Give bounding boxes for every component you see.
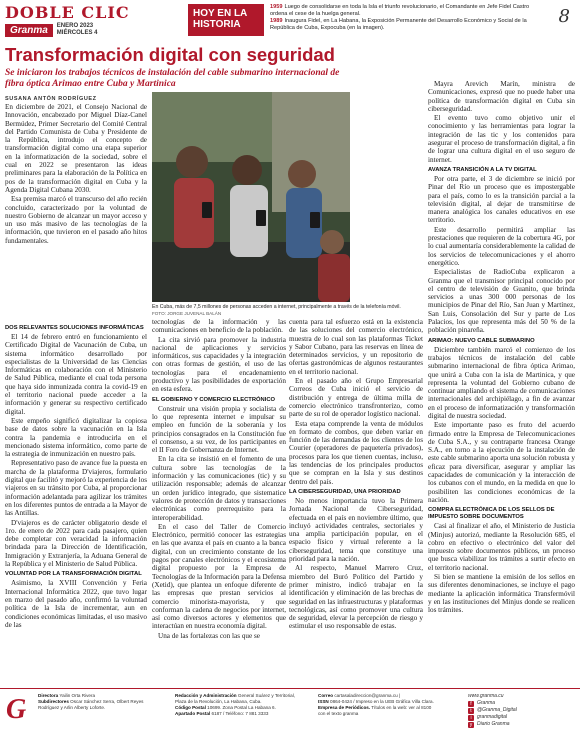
- paragraph: Si bien se mantiene la emisión de los sellos en sus diferentes denominaciones, se incluye el pago mediante la aplicación informática Transfermóvil y en las instituciones del Minjus donde se realicen los trámites.: [428, 573, 575, 615]
- paragraph: Asimismo, la XVIII Convención y Feria Internacional Informática 2022, que tuvo lugar en marzo del pasado año, confirmó la voluntad política de la Isla de incrementar, aun en condiciones económicas limitadas, el uso masivo de las: [5, 579, 147, 629]
- article-headline: Transformación digital con seguridad: [5, 44, 335, 65]
- instagram-icon: i: [468, 715, 474, 721]
- masthead: [0, 0, 580, 40]
- subsection-heading: VOLUNTAD POR LA TRANSFORMACIÓN DIGITAL: [5, 571, 142, 578]
- paragraph: En diciembre de 2021, el Consejo Nacional de Innovación, encabezado por Miguel Díaz-Canel Bermúdez, Primer Secretario del Comité Central del Partido Comunista de Cuba y Presidente de la República, introdujo el concepto de transformación digital como una etapa superior en la informatización de la sociedad, sobre el cual en 2022 se presentaron las ideas preliminares para la elaboración de la Política en pos de la transformación digital en Cuba y la Agenda Digital Cubana 2030.: [5, 103, 147, 194]
- column-1-bottom: [5, 322, 147, 684]
- paragraph: D'viajeros es de carácter obligatorio desde el 1ro. de enero de 2022 para cada pasajero, quien debe completar con veracidad la información brindada para la Dirección de Identificación, Inmigración y Extranjería, la Aduana General de la República y el Ministerio de Salud Pública.: [5, 518, 147, 569]
- address-info: Redacción y Administración General Suárez y Territorial, Plaza de la Revolución, La Habana, Cuba. Código Postal 10699. Zona Postal La Habana 6. Apartado Postal 6187 / Teléfono: 7 881 3333: [175, 693, 295, 716]
- section-header: [5, 4, 185, 37]
- subsection-heading: EL GOBIERNO Y COMERCIO ELECTRÓNICO: [152, 396, 276, 403]
- social-instagram[interactable]: i granmadigital: [468, 714, 578, 721]
- paragraph: La cita sirvió para promover la industria nacional de aplicaciones y servicios informáticos, sus capacidades y la integración con otras formas de gestión, el uso de las tecnologías para el encadenamiento productivo y las posibilidades de exportación en esta esfera.: [152, 335, 286, 394]
- paragraph: Esa premisa marcó el transcurso del año recién concluido, caracterizado por la voluntad de nuestro Gobierno de alcanzar un mayor acceso y un uso más masivo de las tecnologías de la información, que tuvieron en el pasado año hitos fundamentales.: [5, 195, 147, 245]
- website-link[interactable]: www.granma.cu: [468, 693, 504, 699]
- column-3: [289, 318, 423, 684]
- paragraph: tecnologías de la información y las comunicaciones en beneficio de la población.: [152, 318, 286, 335]
- granma-g-logo: G: [6, 694, 27, 725]
- issue-date: ENERO 2023 MIÉRCOLES 4: [56, 23, 98, 36]
- paragraph: No menos importancia tuvo la Primera Jornada Nacional de Ciberseguridad, efectuada en el país en noviembre último, que incluyó actividades centrales, sectoriales y una amplia participación popular, en el espacio físico y virtual referente a la ciberseguridad, tema que constituye una prioridad para la nación.: [289, 496, 423, 564]
- paragraph: Especialistas de RadioCuba explicaron a Granma que el transmisor principal conocido por el centro de televisión de Guanito, que brinda servicios a unas 300 000 personas de los municipios de Pinar del Río, San Juan y Martínez, San Luis, Consolación del Sur y parte de Los Palacios, los que representa más del 50 % de la población pinareña.: [428, 268, 575, 335]
- social-facebook[interactable]: f Granma: [468, 700, 578, 707]
- paragraph: El evento tuvo como objetivo unir el conocimiento y las herramientas para lograr la integración de las tic y los contenidos para asegurar el proceso de transformación digital, a fin de lograr una cultura digital en el uso seguro de internet.: [428, 114, 575, 164]
- paragraph: Representativo paso de avance fue la puesta en marcha de la plataforma D'viajeros, formulario digital que facilitó y mejoró la experiencia de los viajeros en su tránsito por Cuba, al proporcionar información adelantada para agilizar los trámites en los diferentes puntos de entrada a la Mayor de las Antillas.: [5, 459, 147, 518]
- article-byline: SUSANA ANTÓN RODRÍGUEZ: [5, 96, 97, 102]
- article-subhead: Se iniciaron los trabajos técnicos de instalación del cable submarino internacional de fibra óptica Arimao entre Cuba y Martinica: [5, 68, 340, 89]
- paragraph: En el pasado año el Grupo Empresarial Correos de Cuba inició el servicio de distribución y entrega de última milla de comercio electrónico transfronterizo, como parte de su rol de operador logístico nacional.: [289, 377, 423, 419]
- column-2: [152, 318, 286, 684]
- paragraph: Mayra Arevich Marín, ministra de Comunicaciones, expresó que no puede haber una política de transformación digital en Cuba sin ciberseguridad.: [428, 80, 575, 113]
- column-4: [428, 80, 575, 684]
- paragraph: Este desarrollo permitirá ampliar las prestaciones que requieren de la cobertura 4G, por lo cual aumentaría considerablemente la calidad de los servicios de telecomunicaciones y el ahorro energético.: [428, 225, 575, 267]
- footer: [0, 688, 580, 733]
- paragraph: Por otra parte, el 3 de diciembre se inició por Pinar del Río un proceso que es impostergable para el país, como lo es la transición parcial a la televisión digital, al dejar de transmitirse de manera analógica los canales educativos en ese territorio.: [428, 174, 575, 225]
- subsection-heading: DOS RELEVANTES SOLUCIONES INFORMÁTICAS: [5, 325, 144, 331]
- photo-credit: FOTO: JORGE JUVENAL BALÁN: [152, 310, 222, 316]
- paragraph: En el caso del Taller de Comercio Electrónico, permitió conocer las estrategias en las que avanza el país en cuanto a la banca digital, con un crecimiento constante de los pagos por canales electrónicos y el ecosistema digital propuesto por la Empresa de Tecnologías de la Información para la Defensa (Xetid), que plantea un enfoque diferente de las empresas que prestan servicios al comercio minorista-mayorista, y que conforman la cadena de negocios por internet, así como diversos actores y elementos que interactúan en nuestra economía digital.: [152, 522, 286, 631]
- contact-info: Correo cartasaladireccion@granma.cu | ISSN 0864-0424 / Impreso en la UEB Gráfica Villa Clara. Empresa de Periódicos. Títulos en la web: ver al 8100 con el texto granma: [318, 693, 434, 716]
- paragraph: El 14 de febrero entró en funcionamiento el Certificado Digital de Vacunación de Cuba, un sistema informático desarrollado por especialistas de la Universidad de las Ciencias Informáticas en colaboración con el Ministerio de Salud Pública, mediante el cual toda persona que haya sido inmunizada contra la covid-19 en el territorio nacional puede acceder a la información y generar su respectivo certificado digital.: [5, 333, 147, 416]
- paragraph: Este importante paso es fruto del acuerdo firmado entre la Empresa de Telecomunicaciones de Cuba S.A., y su contraparte francesa Orange S.A., en torno a la ejecución de la instalación de este cable submarino aporta una solución robusta y eficaz para diversificar, asegurar y ampliar las capacidades de comunicación y la interacción de los cubanos con el mundo, en la medida en que lo posibiliten las condiciones económicas de la nación.: [428, 421, 575, 504]
- paragraph: cuenta para tal esfuerzo está en la existencia de las soluciones del comercio electrónico, muestra de lo cual son las plataformas Ticket y Sabor Cubano, para las reservas en línea de determinados servicios, y un repositorio de ofertas gastronómicas de algunos restaurantes en el territorio nacional.: [289, 318, 423, 376]
- people-with-phones-image: [152, 92, 350, 302]
- history-event: 1959 Luego de consolidarse en toda la Isla el triunfo revolucionario, el Comandante en Jefe Fidel Castro ordena el cese de la huelga general.: [270, 4, 530, 17]
- subsection-heading: ARIMAO: NUEVO CABLE SUBMARINO: [428, 337, 535, 344]
- history-event: 1989 Inaugura Fidel, en La Habana, la Exposición Permanente del Desarrollo Económico y Social de la República de Cuba, Expocuba (en la imagen).: [270, 18, 527, 31]
- staff-credits: Directora Yailin Orta Rivera Subdirectores Oscar Sánchez Serra, Olbert Reyes Rodríguez y Arlin Alberty Loforte.: [38, 693, 144, 710]
- paragraph: Esta etapa comprende la venta de módulos en formato de combos, que deben variar en función de las demandas de los clientes de los Courier (operadores de paquetería privados), procesos para los que tienen cuentas, incluso, las tendencias de los principales productos que se compran en la Isla y sus destinos dentro del país.: [289, 419, 423, 486]
- history-events: [270, 4, 532, 32]
- social-twitter[interactable]: t @Granma_Digital: [468, 707, 578, 714]
- social-links: [468, 693, 578, 728]
- subsection-heading: LA CIBERSEGURIDAD, UNA PRIORIDAD: [289, 488, 401, 495]
- paragraph: Al respecto, Manuel Marrero Cruz, miembro del Buró Político del Partido y primer ministro, indicó trabajar en la identificación y eliminación de las brechas de seguridad en las infraestructuras y plataformas tecnológicas, así como promover una cultura de seguridad, elevar la percepción de riesgo y estimular el uso responsable de estas.: [289, 564, 423, 631]
- facebook-icon: f: [468, 701, 474, 707]
- youtube-icon: y: [469, 721, 473, 728]
- granma-logo: Granma: [5, 24, 53, 37]
- subsection-heading: AVANZA TRANSICIÓN A LA TV DIGITAL: [428, 166, 537, 173]
- paragraph: Construir una visión propia y socialista de lo que representa internet e impulsar su empleo en función de la soberanía y los principios consagrados en la Constitución fue el consenso, a su vez, de los participantes en el II Foro de Gobernanza de Internet.: [152, 404, 286, 455]
- page-number: 8: [558, 6, 570, 27]
- paragraph: Este empeño significó digitalizar la copiosa base de datos sobre la vacunación en la Isla contra la pandemia e introducirla en el mencionado sistema informático, como parte de la estrategia de inmunización en nuestro país.: [5, 416, 147, 459]
- section-title: DOBLE CLIC: [5, 3, 130, 22]
- paragraph: Diciembre también marcó el comienzo de los trabajos técnicos de instalación del cable submarino internacional de fibra óptica Arimao, que unirá a Cuba con la isla de Martinica, y que representa la voluntad del Gobierno cubano de continuar ampliando el sistema de comunicaciones internacionales del archipiélago, a fin de avanzar en el proceso de informatización y transformación digital de nuestra sociedad.: [428, 345, 575, 420]
- photo-caption: En Cuba, más de 7,5 millones de personas acceden a internet, principalmente a través de la telefonía móvil. FOTO: JORGE JUVENAL BALÁN: [152, 304, 416, 317]
- subsection-heading: COMPRA ELECTRÓNICA DE LOS SELLOS DE IMPUESTO SOBRE DOCUMENTOS: [428, 507, 555, 521]
- paragraph: Casi al finalizar el año, el Ministerio de Justicia (Minjus) autorizó, mediante la Resolución 685, el cobro en efectivo o electrónico del valor del impuesto sobre documentos públicos, un proceso que busca viabilizar los trámites a surtir efecto en el territorio nacional.: [428, 522, 575, 572]
- paragraph: En la cita se insistió en el fomento de una cultura sobre las tecnologías de la información y las comunicaciones (tic) y su utilización responsable; además de alcanzar un orden jurídico integrado, que sistematice valores de protección de datos y transacciones electrónicas como prerrequisito para la interoperabilidad.: [152, 455, 286, 522]
- column-1-top: [5, 103, 147, 321]
- social-youtube[interactable]: y Diario Granma: [469, 721, 510, 728]
- twitter-icon: t: [468, 708, 474, 714]
- paragraph: Una de las fortalezas con las que se: [158, 631, 260, 640]
- history-label: HOY EN LA HISTORIA: [188, 4, 264, 36]
- article-photo: [152, 92, 350, 302]
